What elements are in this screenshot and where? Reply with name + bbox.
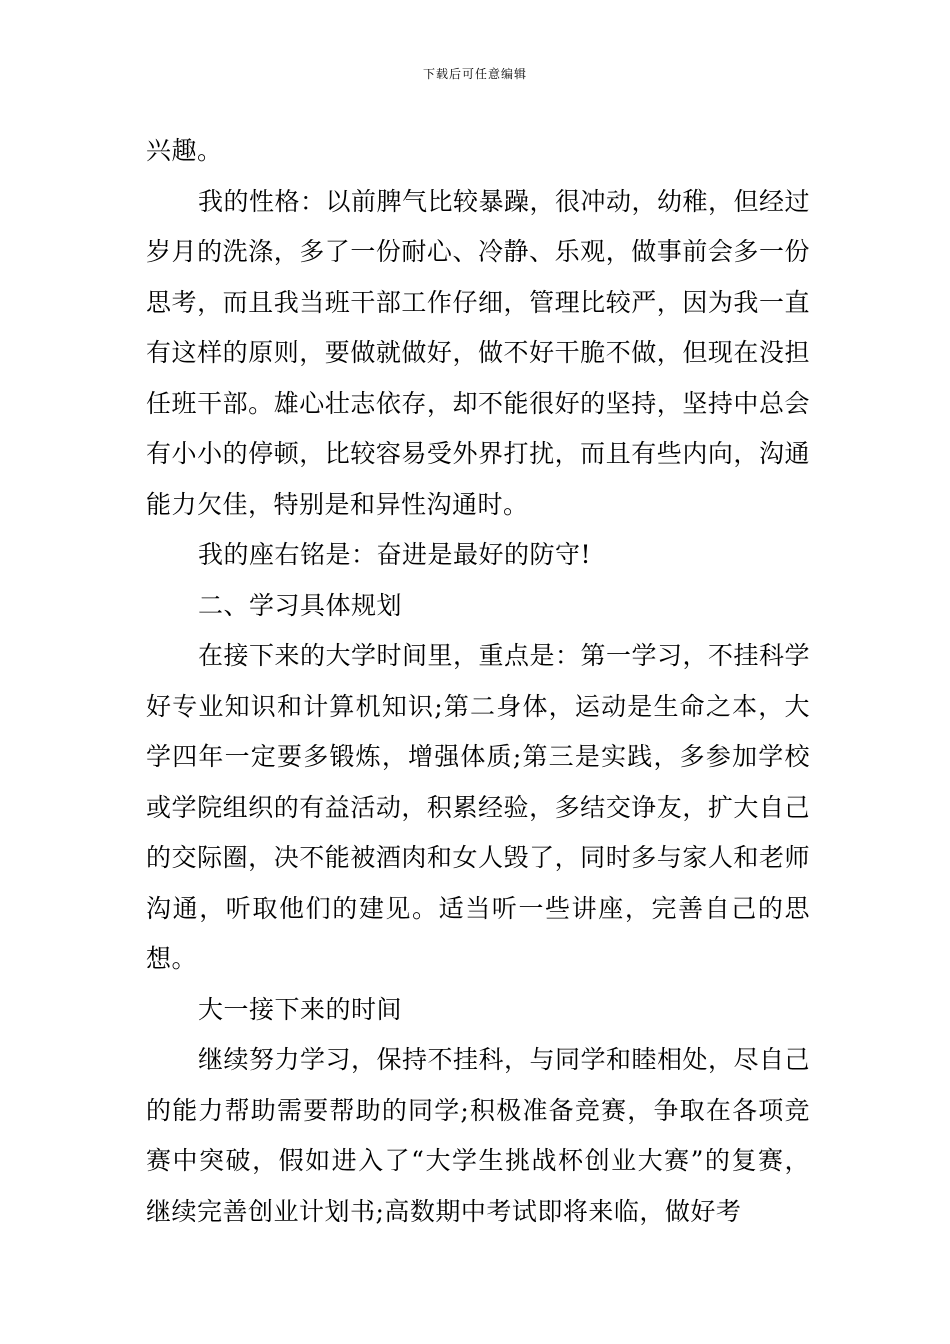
page-header: 下载后可任意编辑 bbox=[422, 67, 527, 81]
document-body bbox=[146, 126, 810, 1237]
paragraph-motto: 我的座右铭是：奋进是最好的防守! bbox=[198, 540, 592, 569]
paragraph-interest-end: 兴趣。 bbox=[146, 136, 223, 165]
paragraph-study-plan: 在接下来的大学时间里，重点是：第一学习，不挂科学好专业知识和计算机知识;第二身体，运动是生命之本，大学四年一定要多锻炼，增强体质;第三是实践，多参加学校或学院组织的有益活动，积累经验，多结交诤友，扩大自己的交际圈，决不能被酒肉和女人毁了，同时多与家人和老师沟通，听取他们的建见。适当听一些讲座，完善自己的思想。 bbox=[146, 641, 811, 973]
paragraph-personality: 我的性格：以前脾气比较暴躁，很冲动，幼稚，但经过岁月的洗涤，多了一份耐心、冷静、乐观，做事前会多一份思考，而且我当班干部工作仔细，管理比较严，因为我一直有这样的原则，要做就做好，做不好干脆不做，但现在没担任班干部。雄心壮志依存，却不能很好的坚持，坚持中总会有小小的停顿，比较容易受外界打扰，而且有些内向，沟通能力欠佳，特别是和异性沟通时。 bbox=[146, 186, 811, 519]
section-heading-study-plan: 二、学习具体规划 bbox=[198, 590, 403, 620]
subheading-freshman-year: 大一接下来的时间 bbox=[198, 994, 403, 1024]
paragraph-freshman-plan: 继续努力学习，保持不挂科，与同学和睦相处，尽自己的能力帮助需要帮助的同学;积极准备竞赛，争取在各项竞赛中突破，假如进入了“大学生挑战杯创业大赛”的复赛，继续完善创业计划书;高数期中考试即将来临，做好考 bbox=[146, 1045, 811, 1226]
